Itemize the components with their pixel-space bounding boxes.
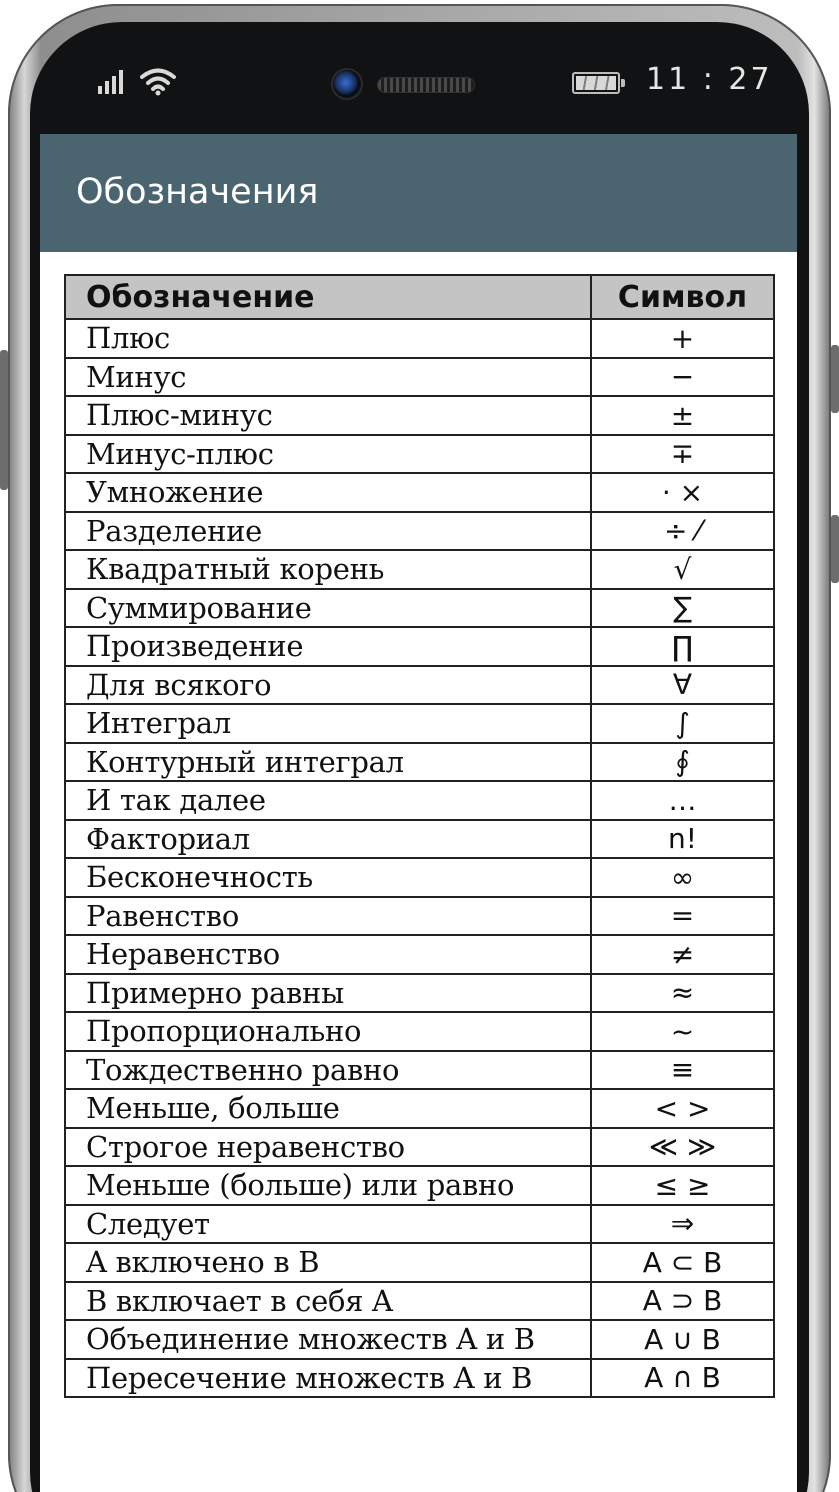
- page-title: Обозначения: [76, 172, 319, 212]
- table-row[interactable]: [65, 935, 774, 974]
- table-row[interactable]: [65, 319, 774, 358]
- row-name: Плюс: [65, 319, 591, 358]
- row-symbol: ≈: [591, 974, 774, 1013]
- row-name: B включает в себя A: [65, 1282, 591, 1321]
- row-name: Суммирование: [65, 589, 591, 628]
- row-name: Квадратный корень: [65, 550, 591, 589]
- row-name: Пересечение множеств A и B: [65, 1359, 591, 1398]
- row-symbol: ⇒: [591, 1205, 774, 1244]
- row-name: Примерно равны: [65, 974, 591, 1013]
- row-name: Неравенство: [65, 935, 591, 974]
- battery-level: [576, 76, 616, 90]
- table-row[interactable]: [65, 781, 774, 820]
- row-symbol: · ×: [591, 473, 774, 512]
- table-row[interactable]: [65, 512, 774, 551]
- table-row[interactable]: [65, 1089, 774, 1128]
- row-symbol: −: [591, 358, 774, 397]
- table-row[interactable]: [65, 1282, 774, 1321]
- row-name: Пропорционально: [65, 1012, 591, 1051]
- row-name: Умножение: [65, 473, 591, 512]
- app-bar: [40, 134, 797, 252]
- table-row[interactable]: [65, 1320, 774, 1359]
- row-symbol: ∓: [591, 435, 774, 474]
- row-symbol: +: [591, 319, 774, 358]
- row-symbol: A ⊂ B: [591, 1243, 774, 1282]
- table-row[interactable]: [65, 1051, 774, 1090]
- row-name: Контурный интеграл: [65, 743, 591, 782]
- row-symbol: ∑: [591, 589, 774, 628]
- table-row[interactable]: [65, 1205, 774, 1244]
- table-row[interactable]: [65, 435, 774, 474]
- row-symbol: ~: [591, 1012, 774, 1051]
- app-screen: [40, 134, 797, 1492]
- row-symbol: √: [591, 550, 774, 589]
- phone-side-button: [0, 350, 8, 490]
- row-symbol: ∀: [591, 666, 774, 705]
- row-name: Для всякого: [65, 666, 591, 705]
- row-name: Минус: [65, 358, 591, 397]
- table-row[interactable]: [65, 589, 774, 628]
- table-row[interactable]: [65, 550, 774, 589]
- row-name: Плюс-минус: [65, 396, 591, 435]
- row-symbol: ∞: [591, 858, 774, 897]
- table-header-row: [65, 275, 774, 319]
- row-name: Произведение: [65, 627, 591, 666]
- table-row[interactable]: [65, 897, 774, 936]
- row-name: A включено в B: [65, 1243, 591, 1282]
- row-name: Бесконечность: [65, 858, 591, 897]
- row-name: Равенство: [65, 897, 591, 936]
- phone-side-button: [831, 345, 839, 413]
- row-name: Минус-плюс: [65, 435, 591, 474]
- table-row[interactable]: [65, 627, 774, 666]
- row-symbol: A ∪ B: [591, 1320, 774, 1359]
- row-symbol: ≠: [591, 935, 774, 974]
- table-row[interactable]: [65, 666, 774, 705]
- row-symbol: …: [591, 781, 774, 820]
- row-symbol: ≪ ≫: [591, 1128, 774, 1167]
- row-name: Меньше (больше) или равно: [65, 1166, 591, 1205]
- symbols-table-container[interactable]: [64, 274, 773, 1398]
- row-name: Следует: [65, 1205, 591, 1244]
- row-symbol: A ∩ B: [591, 1359, 774, 1398]
- table-row[interactable]: [65, 473, 774, 512]
- row-symbol: ≤ ≥: [591, 1166, 774, 1205]
- table-row[interactable]: [65, 358, 774, 397]
- earpiece-speaker: [378, 78, 474, 92]
- row-symbol: ∏: [591, 627, 774, 666]
- row-symbol: ∮: [591, 743, 774, 782]
- row-name: Разделение: [65, 512, 591, 551]
- table-row[interactable]: [65, 1243, 774, 1282]
- row-symbol: =: [591, 897, 774, 936]
- table-row[interactable]: [65, 396, 774, 435]
- row-symbol: ±: [591, 396, 774, 435]
- table-row[interactable]: [65, 858, 774, 897]
- row-name: Интеграл: [65, 704, 591, 743]
- row-name: И так далее: [65, 781, 591, 820]
- wifi-icon: [140, 68, 176, 96]
- symbols-table: [64, 274, 775, 1398]
- row-name: Объединение множеств A и B: [65, 1320, 591, 1359]
- table-row[interactable]: [65, 820, 774, 859]
- column-header-name: Обозначение: [65, 275, 591, 319]
- battery-icon: [572, 72, 620, 94]
- row-name: Тождественно равно: [65, 1051, 591, 1090]
- table-row[interactable]: [65, 1359, 774, 1398]
- status-bar: [40, 50, 797, 120]
- row-symbol: A ⊃ B: [591, 1282, 774, 1321]
- table-row[interactable]: [65, 1166, 774, 1205]
- table-row[interactable]: [65, 1128, 774, 1167]
- table-body: [65, 319, 774, 1397]
- row-symbol: n!: [591, 820, 774, 859]
- row-symbol: < >: [591, 1089, 774, 1128]
- status-time: 11 : 27: [646, 62, 773, 97]
- table-row[interactable]: [65, 704, 774, 743]
- signal-icon: [98, 70, 126, 94]
- front-camera: [333, 70, 361, 98]
- phone-side-button: [831, 515, 839, 583]
- row-name: Факториал: [65, 820, 591, 859]
- table-row[interactable]: [65, 743, 774, 782]
- row-symbol: ≡: [591, 1051, 774, 1090]
- row-name: Строгое неравенство: [65, 1128, 591, 1167]
- table-row[interactable]: [65, 1012, 774, 1051]
- column-header-symbol: Символ: [591, 275, 774, 319]
- row-symbol: ÷ ⁄: [591, 512, 774, 551]
- table-row[interactable]: [65, 974, 774, 1013]
- row-symbol: ∫: [591, 704, 774, 743]
- row-name: Меньше, больше: [65, 1089, 591, 1128]
